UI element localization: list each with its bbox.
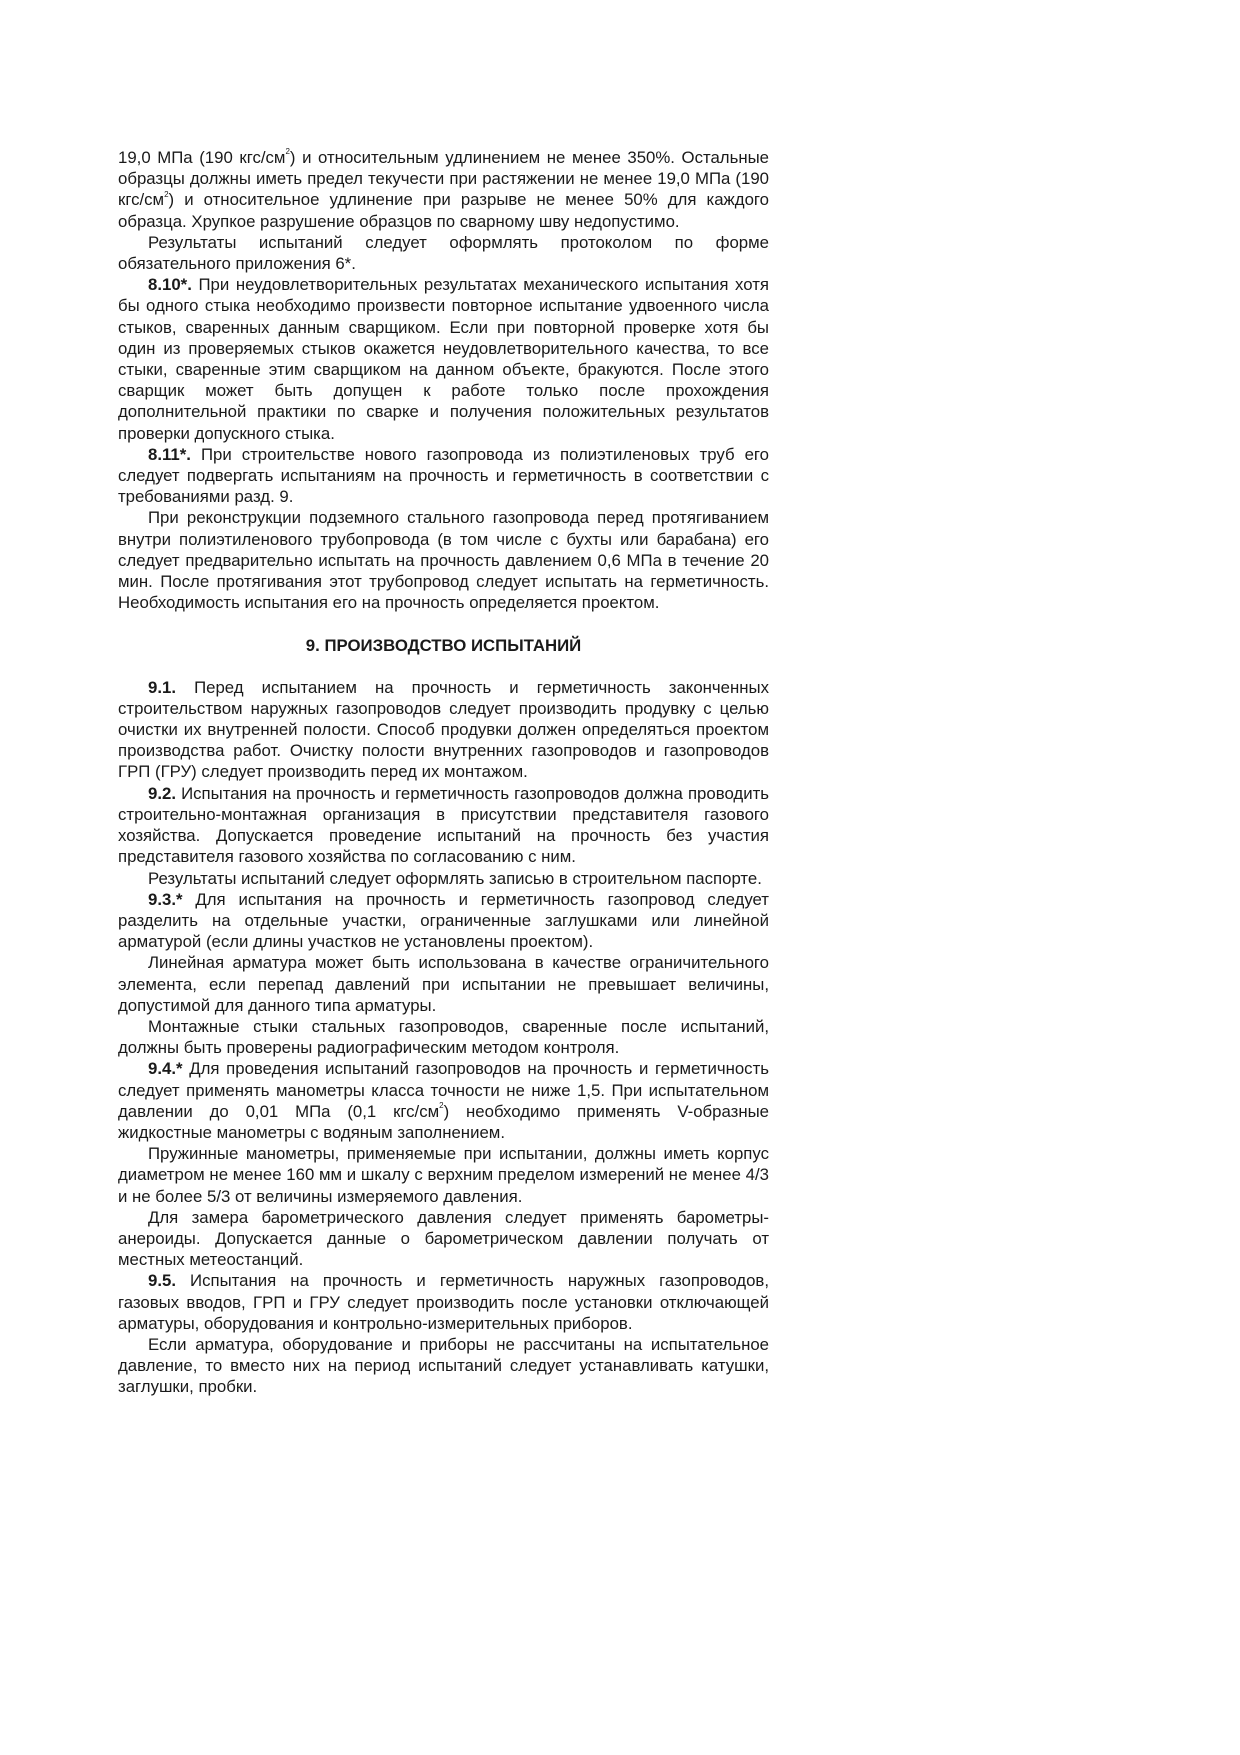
paragraph-8-9-continuation: 19,0 МПа (190 кгс/$см^2$) и относительным удлинением не менее 350%. Остальные образцы должны иметь предел текучести при растяжении не менее 19,0 МПа (190 кгс/$см^2$) и относительное удлинение при разрыве не менее 50% для каждого образца. Хрупкое разрушение образцов по сварному шву недопустимо. (118, 147, 769, 231)
clause-number: 9.5. (148, 1271, 176, 1291)
paragraph-results-protocol: Результаты испытаний следует оформлять протоколом по форме обязательного приложения 6*. (118, 232, 769, 274)
document-page (118, 147, 769, 1398)
paragraph-8-11: 8.11*. При строительстве нового газопровода из полиэтиленовых труб его следует подвергать испытаниям на прочность и герметичность в соответствии с требованиями разд. 9. (118, 444, 769, 507)
paragraph-results-passport: Результаты испытаний следует оформлять записью в строительном паспорте. (148, 868, 762, 888)
clause-number: 8.11*. (148, 444, 191, 464)
clause-number: 8.10*. (148, 275, 192, 295)
paragraph-spring-gauges: Пружинные манометры, применяемые при испытании, должны иметь корпус диаметром не менее 160 мм и шкалу с верхним пределом измерений не менее 4/3 и не более 5/3 от величины измеряемого давления. (118, 1144, 769, 1206)
paragraph-9-3: 9.3.* Для испытания на прочность и герметичность газопровод следует разделить на отдельные участки, ограниченные заглушками или линейной арматурой (если длины участков не установлены проектом). (118, 889, 769, 952)
paragraph-assembly-joints: Монтажные стыки стальных газопроводов, сваренные после испытаний, должны быть проверены радиографическим методом контроля. (118, 1016, 769, 1058)
paragraph-9-4: 9.4.* Для проведения испытаний газопроводов на прочность и герметичность следует применять манометры класса точности не ниже 1,5. При испытательном давлении до 0,01 МПа (0,1 кгс/$см^2$) необходимо применять V-образные жидкостные манометры с водяным заполнением. (118, 1059, 769, 1142)
paragraph-8-10: 8.10*. При неудовлетворительных результатах механического испытания хотя бы одного стыка необходимо произвести повторное испытание удвоенного числа стыков, сваренных данным сварщиком. Если при повторной проверке хотя бы один из проверяемых стыков окажется неудовлетворительного качества, то все стыки, сваренные этим сварщиком на данном объекте, бракуются. После этого сварщик может быть допущен к работе только после прохождения дополнительной практики по сварке и получения положительных результатов проверки допускного стыка. (118, 275, 769, 443)
paragraph-linear-fittings: Линейная арматура может быть использована в качестве ограничительного элемента, если перепад давлений при испытании не превышает величины, допустимой для данного типа арматуры. (118, 953, 769, 1015)
paragraph-reconstruction: При реконструкции подземного стального газопровода перед протягиванием внутри полиэтиленового трубопровода (в том числе с бухты или барабана) его следует предварительно испытать на прочность давлением 0,6 МПа в течение 20 мин. После протягивания этот трубопровод следует испытать на герметичность. Необходимость испытания его на прочность определяется проектом. (118, 508, 769, 613)
paragraph-9-5: 9.5. Испытания на прочность и герметичность наружных газопроводов, газовых вводов, ГРП и ГРУ следует производить после установки отключающей арматуры, оборудования и контрольно-измерительных приборов. (118, 1271, 769, 1333)
paragraph-barometric: Для замера барометрического давления следует применять барометры-анероиды. Допускается данные о барометрическом давлении получать от местных метеостанций. (118, 1207, 769, 1270)
paragraph-substitutes: Если арматура, оборудование и приборы не рассчитаны на испытательное давление, то вместо них на период испытаний следует устанавливать катушки, заглушки, пробки. (118, 1334, 769, 1397)
paragraph-9-1: 9.1. Перед испытанием на прочность и герметичность законченных строительством наружных газопроводов следует производить продувку с целью очистки их внутренней полости. Способ продувки должен определяться проектом производства работ. Очистку полости внутренних газопроводов и газопроводов ГРП (ГРУ) следует производить перед их монтажом. (118, 677, 769, 782)
clause-number: 9.3.* (148, 889, 183, 909)
clause-number: 9.1. (148, 677, 176, 697)
clause-number: 9.4.* (148, 1059, 183, 1079)
paragraph-9-2: 9.2. Испытания на прочность и герметичность газопроводов должна проводить строительно-монтажная организация в присутствии представителя газового хозяйства. Допускается проведение испытаний на прочность без участия представителя газового хозяйства по согласованию с ним. (118, 783, 769, 867)
clause-number: 9.2. (148, 783, 176, 803)
section-heading: 9. ПРОИЗВОДСТВО ИСПЫТАНИЙ (305, 636, 582, 656)
